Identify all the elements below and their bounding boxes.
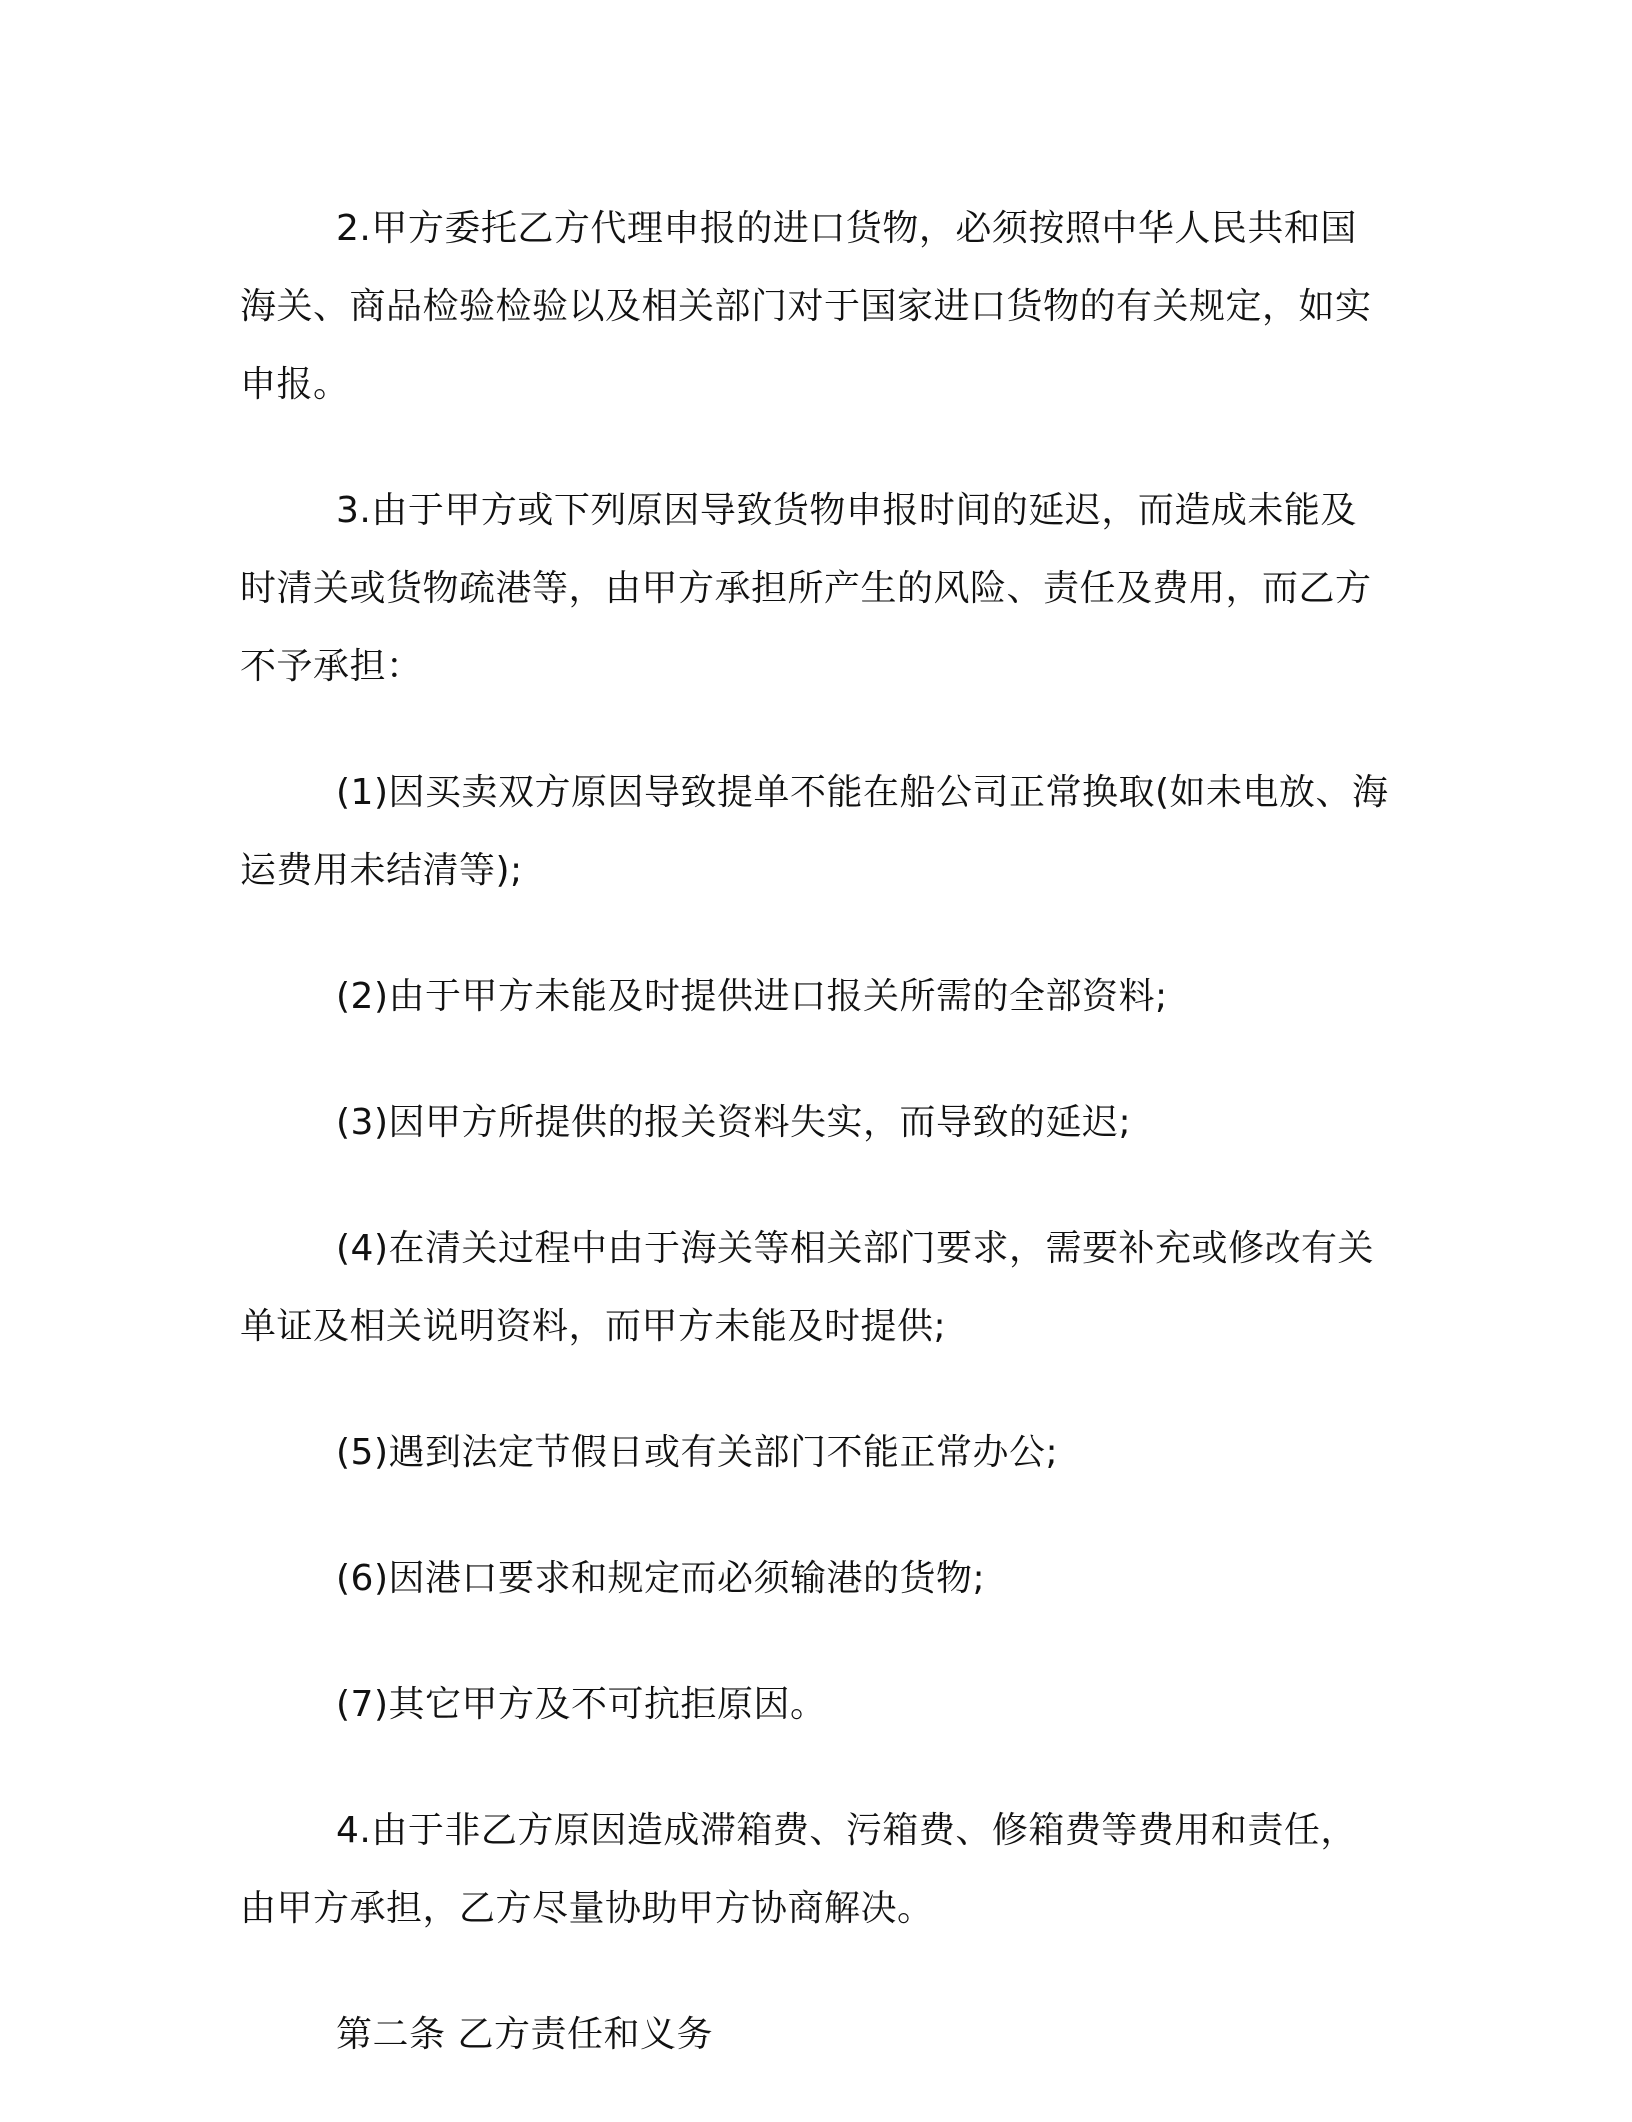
list-item-2: (2)由于甲方未能及时提供进口报关所需的全部资料;	[336, 976, 1168, 1017]
list-item-6: (6)因港口要求和规定而必须输港的货物;	[336, 1558, 986, 1599]
list-item-5: (5)遇到法定节假日或有关部门不能正常办公;	[336, 1432, 1059, 1473]
document-body	[240, 190, 1390, 2122]
list-item-4: (4)在清关过程中由于海关等相关部门要求，需要补充或修改有关单证及相关说明资料，而甲方未能及时提供;	[240, 1228, 1374, 1347]
section-heading: 第二条 乙方责任和义务	[336, 2014, 713, 2055]
paragraph-2-declaration: 2.甲方委托乙方代理申报的进口货物，必须按照中华人民共和国海关、商品检验检验以及相关部门对于国家进口货物的有关规定，如实申报。	[240, 208, 1372, 405]
list-item-7: (7)其它甲方及不可抗拒原因。	[336, 1684, 827, 1725]
list-item-3: (3)因甲方所提供的报关资料失实，而导致的延迟;	[336, 1102, 1132, 1143]
paragraph-4-container-fees: 4.由于非乙方原因造成滞箱费、污箱费、修箱费等费用和责任，由甲方承担，乙方尽量协助甲方协商解决。	[240, 1810, 1357, 1929]
list-item-1: (1)因买卖双方原因导致提单不能在船公司正常换取(如未电放、海运费用未结清等);	[240, 772, 1389, 891]
paragraph-3-delay-causes: 3.由于甲方或下列原因导致货物申报时间的延迟，而造成未能及时清关或货物疏港等，由甲方承担所产生的风险、责任及费用，而乙方不予承担：	[240, 490, 1372, 687]
